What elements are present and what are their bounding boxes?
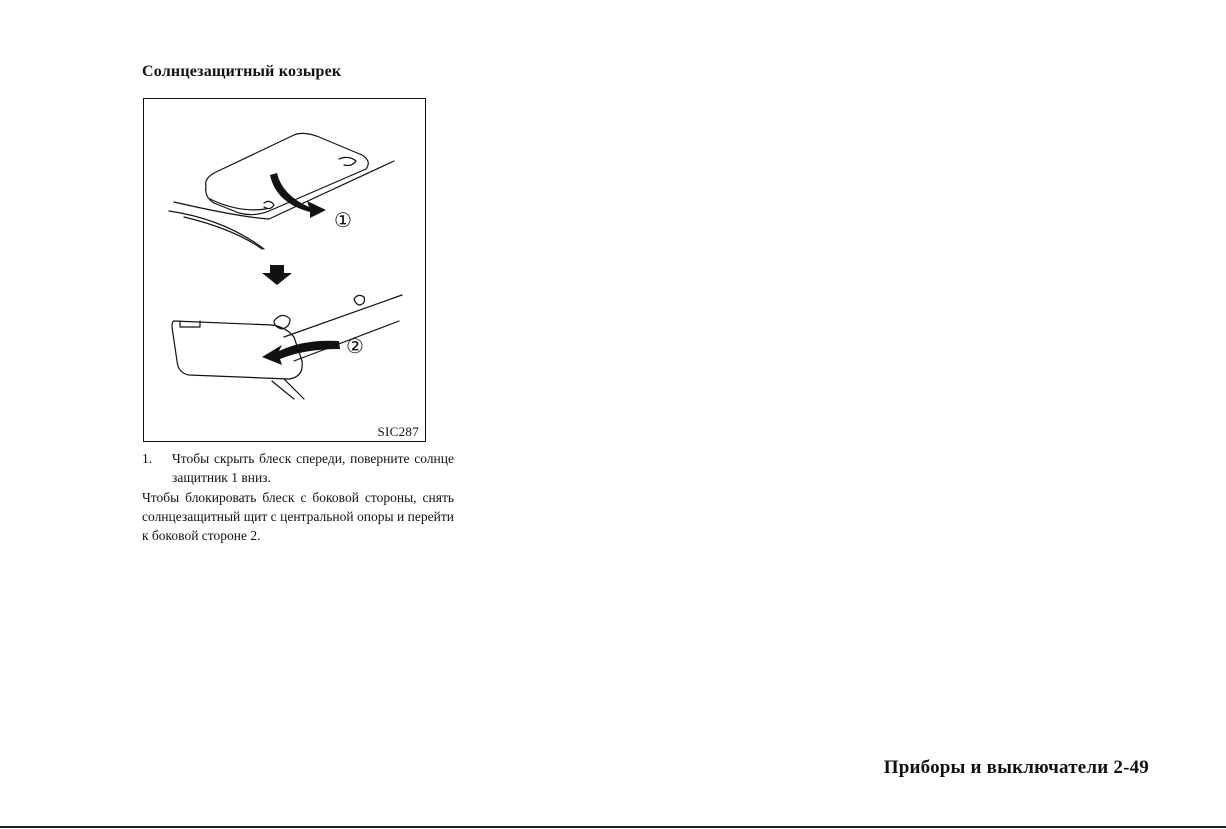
- lower-visor-mount: [274, 315, 290, 329]
- upper-visor-hinge: [264, 201, 274, 208]
- lower-roof-line: [284, 295, 402, 337]
- upper-pillar-line: [184, 217, 262, 249]
- transition-arrow: [262, 265, 292, 285]
- callout-1-label: ①: [334, 208, 352, 232]
- sun-visor-illustration: [143, 98, 426, 442]
- lower-pillar-line-2: [272, 381, 294, 399]
- lower-grab-handle: [354, 295, 365, 305]
- rotate-down-arrow: [270, 173, 326, 218]
- step-item: [142, 449, 454, 487]
- swing-side-arrow: [262, 341, 340, 365]
- body-paragraph: Чтобы блокировать блеск с боковой стороны, снять солнцезащитный щит с центральной опоры и перейти к боковой стороне 2.: [142, 490, 454, 543]
- illustration-drawing: [144, 99, 427, 443]
- bottom-divider: [0, 826, 1226, 828]
- lower-pillar-line: [284, 379, 304, 399]
- page-footer-title: Приборы и выключатели 2-49: [883, 757, 1149, 778]
- section-title: Солнцезащитный козырек: [142, 63, 342, 80]
- callout-2-label: ②: [346, 334, 364, 358]
- step-text: Чтобы скрыть блеск спереди, поверните солнце защитник 1 вниз.: [172, 451, 454, 485]
- upper-visor: [206, 133, 369, 214]
- figure-code: SIC287: [377, 424, 419, 439]
- upper-visor-clip: [339, 157, 356, 165]
- step-number: 1.: [142, 451, 153, 466]
